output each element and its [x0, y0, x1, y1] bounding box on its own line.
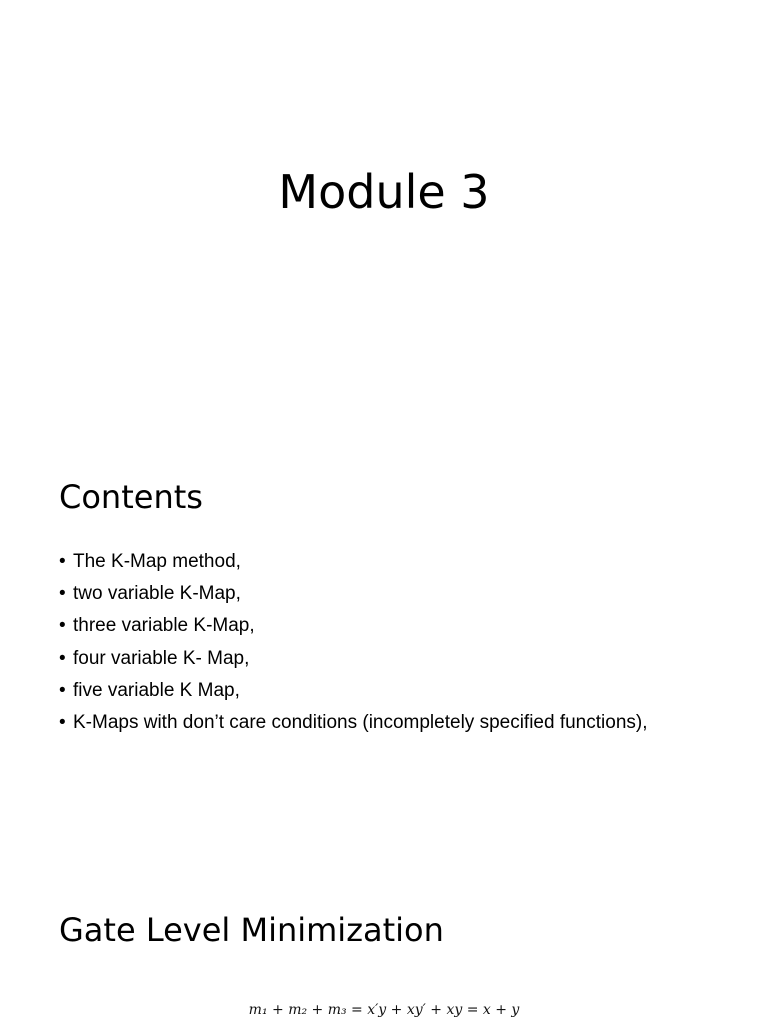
- module-title: Module 3: [278, 165, 490, 219]
- list-item: [59, 578, 648, 610]
- list-item-text: two variable K-Map,: [73, 583, 241, 605]
- list-item-text: four variable K- Map,: [73, 647, 250, 669]
- minterm-equation: m₁ + m₂ + m₃ = x′y + xy′ + xy = x + y: [248, 1002, 520, 1018]
- list-item: [59, 675, 648, 707]
- list-item: [59, 643, 648, 675]
- bullet-icon: •: [59, 647, 66, 669]
- list-item: [59, 707, 648, 739]
- bullet-icon: •: [59, 712, 66, 734]
- bullet-icon: •: [59, 551, 66, 573]
- gate-level-heading: Gate Level Minimization: [59, 911, 444, 949]
- bullet-icon: •: [59, 615, 66, 637]
- contents-list: [59, 546, 648, 739]
- list-item-text: The K-Map method,: [73, 551, 241, 573]
- contents-heading: Contents: [59, 478, 203, 516]
- bullet-icon: •: [59, 583, 66, 605]
- list-item-text: K-Maps with don’t care conditions (incompletely specified functions),: [73, 712, 648, 734]
- bullet-icon: •: [59, 679, 66, 701]
- list-item-text: three variable K-Map,: [73, 615, 255, 637]
- list-item-text: five variable K Map,: [73, 679, 240, 701]
- list-item: [59, 546, 648, 578]
- list-item: [59, 610, 648, 642]
